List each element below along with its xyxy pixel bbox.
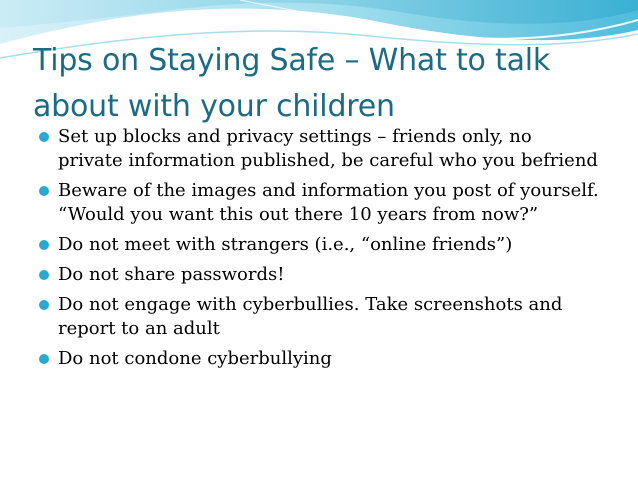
bullet-icon bbox=[39, 132, 49, 142]
list-item-text: Do not share passwords! bbox=[58, 264, 285, 285]
list-item bbox=[39, 179, 599, 227]
list-item bbox=[39, 263, 599, 287]
slide-title: Tips on Staying Safe – What to talk about with your children bbox=[33, 43, 551, 124]
list-item-text: Do not condone cyberbullying bbox=[58, 348, 332, 369]
list-item-text: Set up blocks and privacy settings – friends only, no private information published, be careful who you befriend bbox=[58, 126, 598, 171]
list-item bbox=[39, 125, 599, 173]
list-item bbox=[39, 233, 599, 257]
bullet-icon bbox=[39, 270, 49, 280]
list-item bbox=[39, 293, 599, 341]
list-item-text: Do not engage with cyberbullies. Take screenshots and report to an adult bbox=[58, 294, 563, 339]
bullet-icon bbox=[39, 240, 49, 250]
list-item-text: Do not meet with strangers (i.e., “online friends”) bbox=[58, 234, 513, 255]
bullet-icon bbox=[39, 300, 49, 310]
bullet-icon bbox=[39, 354, 49, 364]
list-item-text: Beware of the images and information you post of yourself. “Would you want this out there 10 years from now?” bbox=[58, 180, 599, 225]
list-item bbox=[39, 347, 599, 371]
bullet-icon bbox=[39, 186, 49, 196]
bullet-list bbox=[39, 125, 599, 377]
